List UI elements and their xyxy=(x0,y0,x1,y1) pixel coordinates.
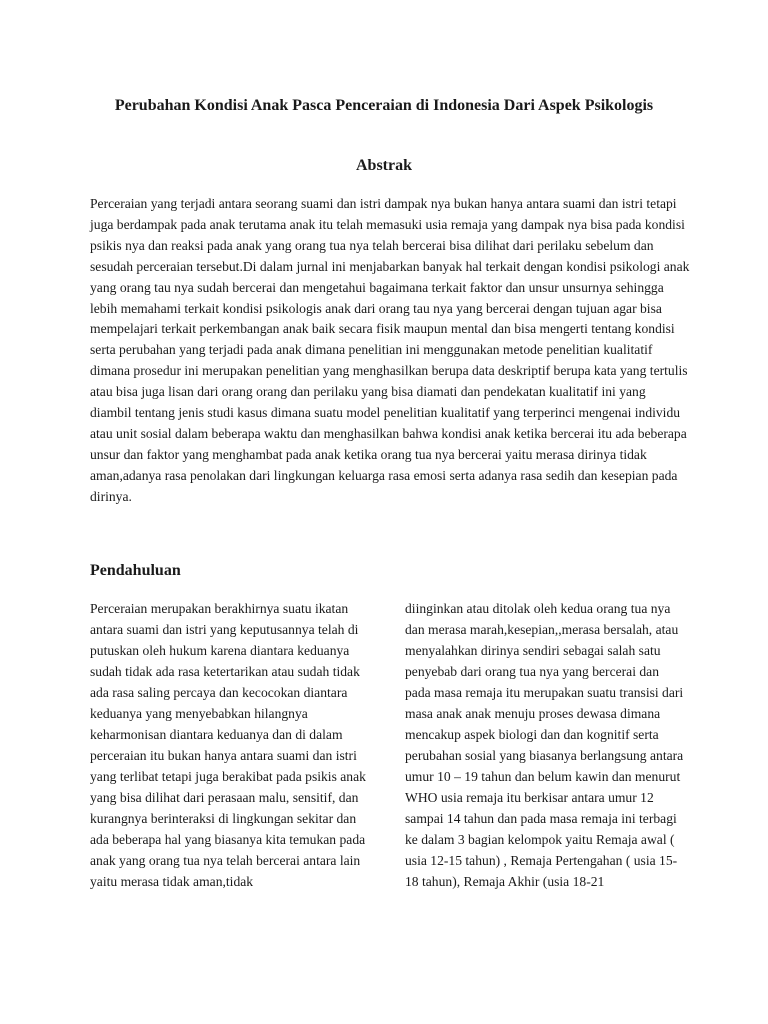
abstract-text: Perceraian yang terjadi antara seorang suami dan istri dampak nya bukan hanya antara suami dan istri tetapi juga berdampak pada anak terutama anak itu telah memasuki usia remaja yang dampak nya bisa pada kondisi psikis nya dan reaksi pada anak yang orang tua nya telah bercerai bisa dilihat dari perilaku sebelum dan sesudah perceraian tersebut.Di dalam jurnal ini menjabarkan banyak hal terkait dengan kondisi psikologi anak yang orang tau nya sudah bercerai dan mengetahui bagaimana terkait faktor dan unsur unsurnya sehingga lebih memahami terkait kondisi psikologis anak dari orang tau nya yang bercerai dengan tujuan agar bisa mempelajari terkait perkembangan anak baik secara fisik maupun mental dan bisa mengerti tentang kondisi serta perubahan yang terjadi pada anak dimana penelitian ini menggunakan metode penelitian kualitatif dimana prosedur ini merupakan penelitian yang menghasilkan berupa data deskriptif berupa kata yang tertulis atau bisa juga lisan dari orang orang dan perilaku yang bisa diamati dan pendekatan kualitatif ini yang diambil tentang jenis studi kasus dimana suatu model penelitian kualitatif yang terperinci mengenai individu atau unit sosial dalam beberapa waktu dan menghasilkan bahwa kondisi anak ketika bercerai itu ada beberapa unsur dan faktor yang menghambat pada anak ketika orang tua nya bercerai yaitu merasa dirinya tidak aman,adanya rasa penolakan dari lingkungan keluarga rasa emosi serta adanya rasa sedih dan kesepian pada dirinya. xyxy=(90,196,690,504)
paper-title: Perubahan Kondisi Anak Pasca Penceraian di Indonesia Dari Aspek Psikologis xyxy=(114,97,654,114)
abstract-heading: Abstrak xyxy=(355,157,412,174)
section-heading-pendahuluan: Pendahuluan xyxy=(90,562,181,579)
body-column-right: diinginkan atau ditolak oleh kedua orang tua nya dan merasa marah,kesepian,,merasa bersalah, atau menyalahkan dirinya sendiri sebagai salah satu penyebab dari orang tua nya yang bercerai dan pada masa remaja itu merupakan suatu transisi dari masa anak anak menuju proses dewasa dimana mencakup aspek biologi dan dan kognitif serta perubahan sosial yang biasanya berlangsung antara umur 10 – 19 tahun dan belum kawin dan menurut WHO usia remaja itu berkisar antara umur 12 sampai 14 tahun dan pada masa remaja ini terbagi ke dalam 3 bagian kelompok yaitu Remaja awal ( usia 12-15 tahun) , Remaja Pertengahan ( usia 15-18 tahun), Remaja Akhir (usia 18-21 xyxy=(405,601,684,889)
body-column-left: Perceraian merupakan berakhirnya suatu ikatan antara suami dan istri yang keputusannya telah di putuskan oleh hukum karena diantara keduanya sudah tidak ada rasa ketertarikan atau sudah tidak ada rasa saling percaya dan kecocokan diantara keduanya yang menyebabkan hilangnya keharmonisan diantara keduanya dan di dalam perceraian itu bukan hanya antara suami dan istri yang terlibat tetapi juga berakibat pada psikis anak yang bisa dilihat dari perasaan malu, sensitif, dan kurangnya berinteraksi di lingkungan sekitar dan ada beberapa hal yang biasanya kita temukan pada anak yang orang tua nya telah bercerai antara lain yaitu merasa tidak aman,tidak xyxy=(90,601,366,889)
